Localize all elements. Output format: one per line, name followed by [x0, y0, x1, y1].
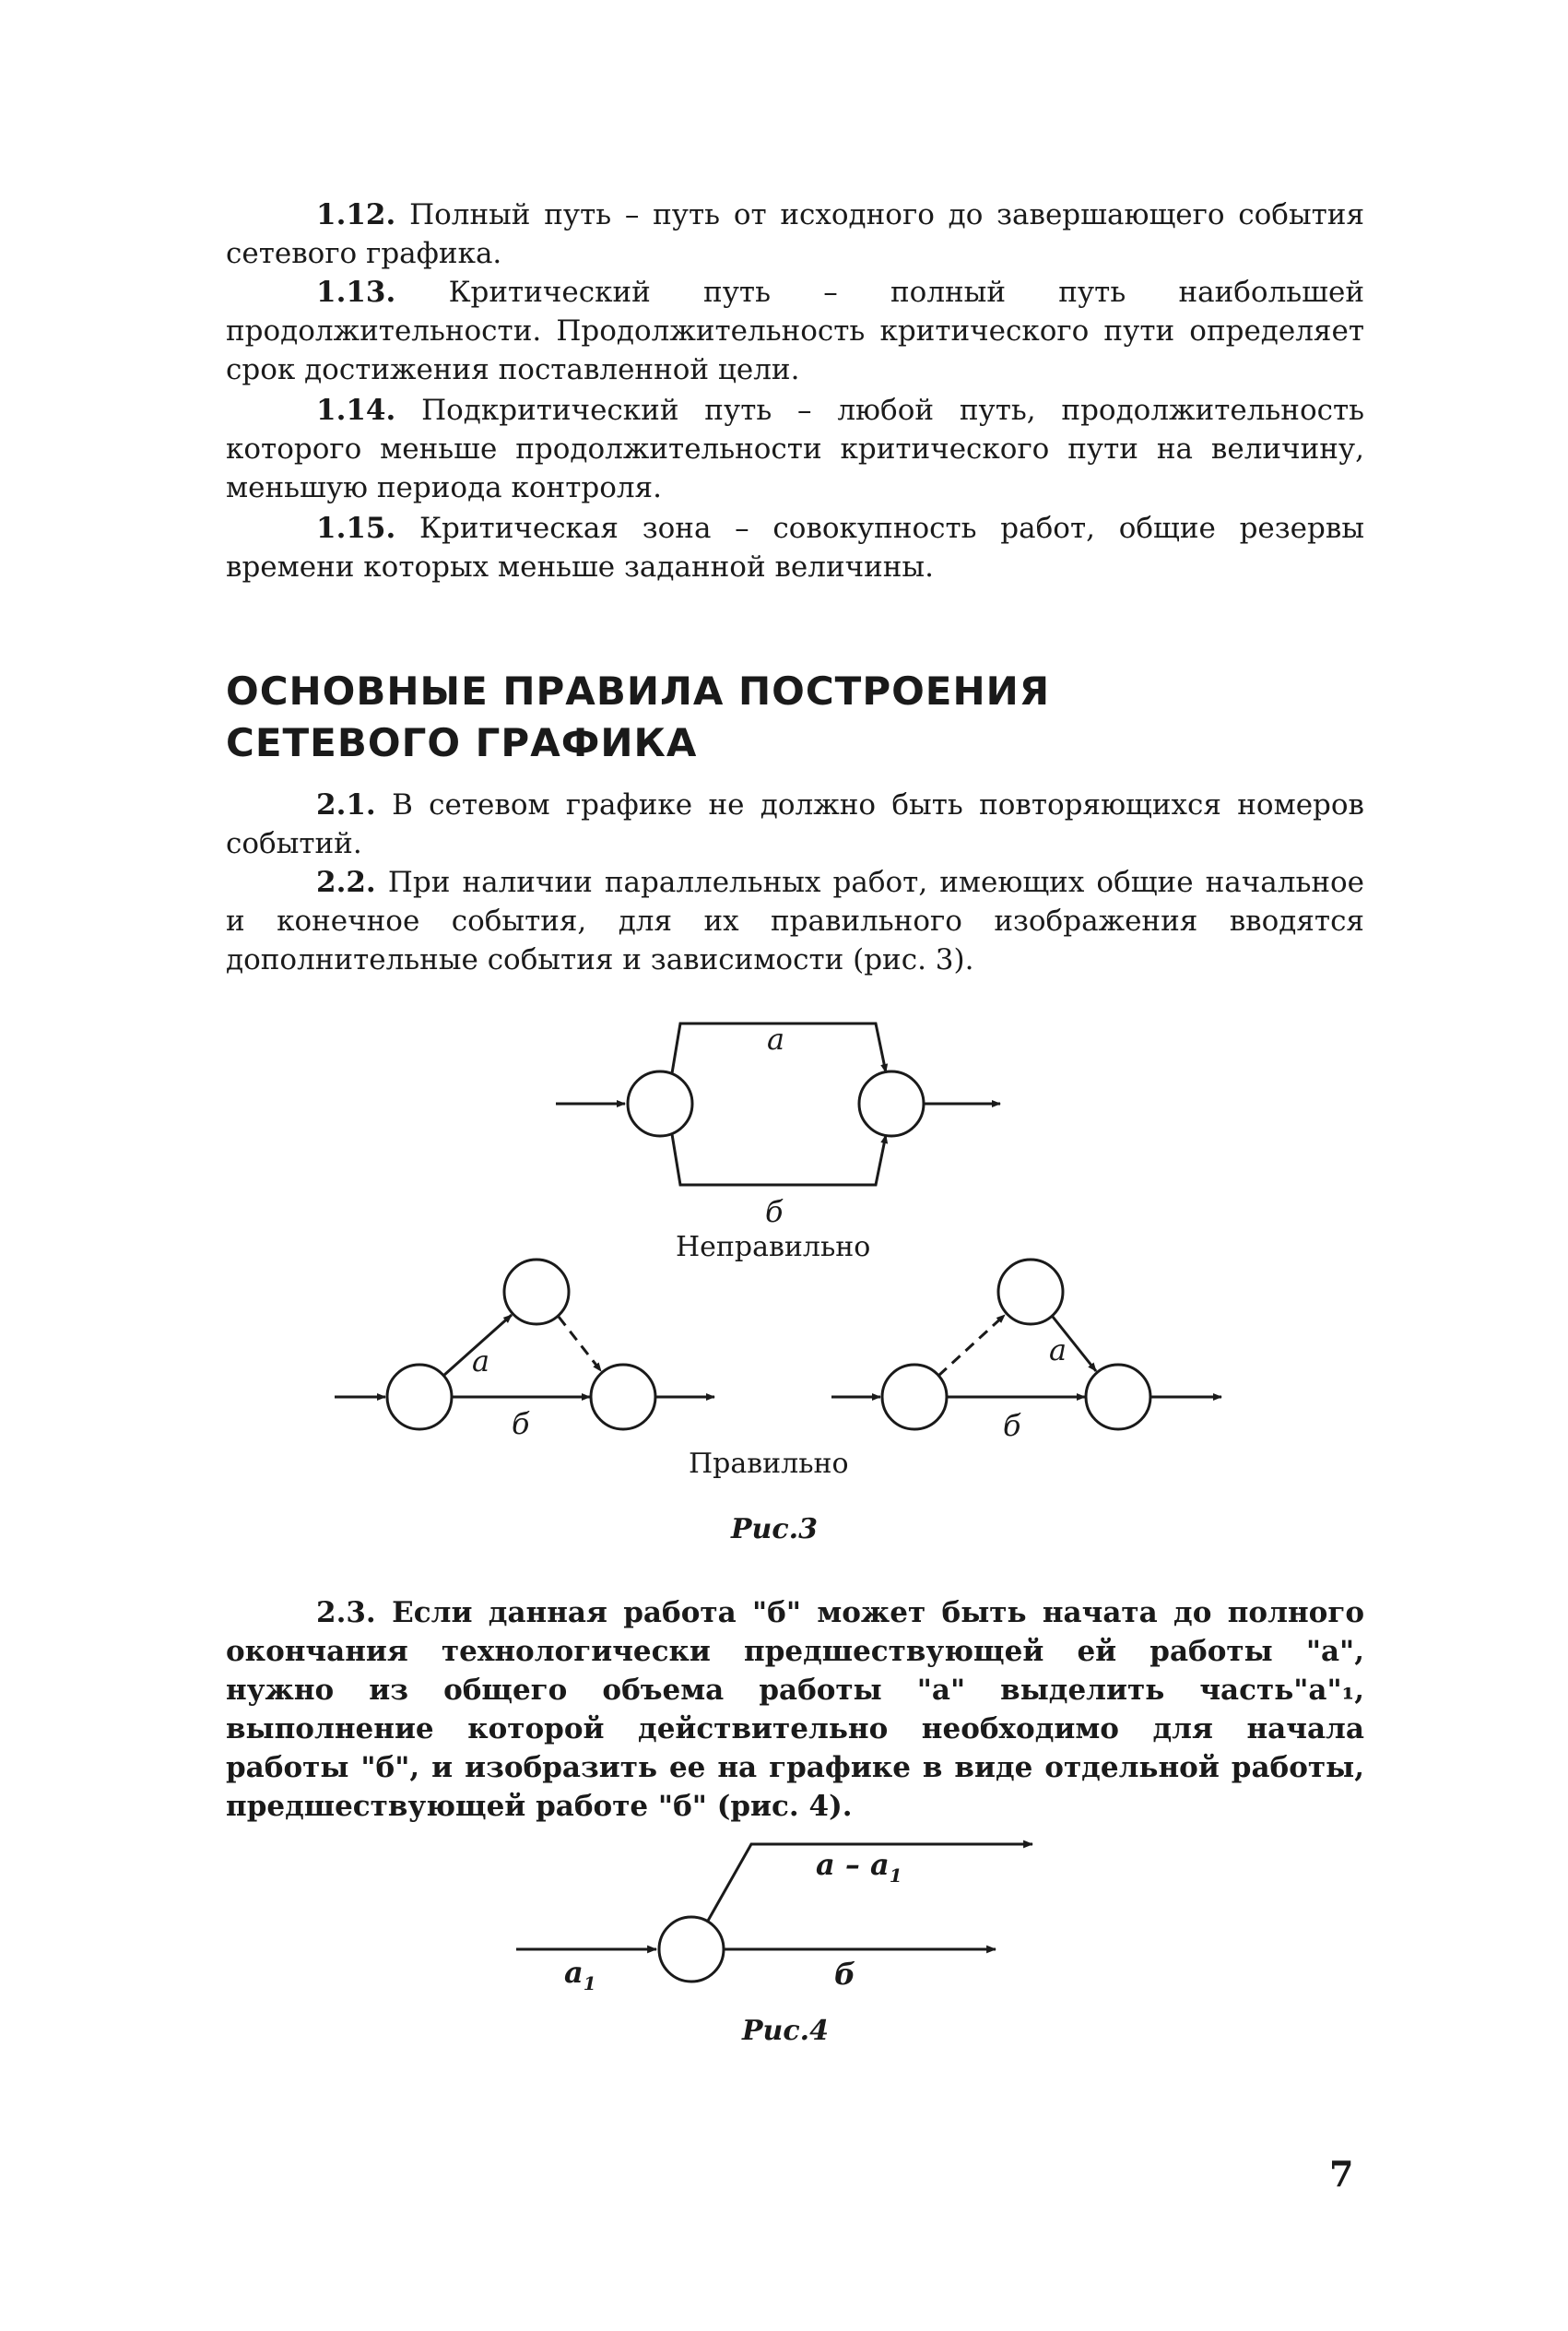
rule-2-2: [226, 863, 1364, 979]
fig3-incorrect-label-a: a: [767, 1022, 785, 1057]
event-node: [859, 1071, 924, 1136]
dummy-dependency: [938, 1315, 1005, 1376]
rule-label: 2.3.: [316, 1596, 376, 1629]
event-node: [591, 1365, 655, 1429]
paragraph-1-13: [226, 273, 1364, 389]
fig3-incorrect-caption: Неправильно: [676, 1231, 871, 1263]
paragraph-1-14: [226, 391, 1364, 507]
fig4-label-a-minus-a1: a – $a_1$: [816, 1847, 902, 1887]
event-node: [659, 1917, 724, 1982]
section-title: [226, 666, 1050, 769]
event-node: [1086, 1365, 1150, 1429]
paragraph-text: Критический путь – полный путь наибольшей продолжительности. Продолжительность критического пути определяет срок достижения поставленной цели.: [226, 276, 1364, 386]
rule-2-3: [226, 1593, 1364, 1826]
work-arrow-b: [672, 1134, 886, 1185]
rule-2-1: [226, 786, 1364, 863]
rule-text: При наличии параллельных работ, имеющих общие начальное и конечное события, для их правильного изображения вводятся дополнительные события и зависимости (рис. 3).: [226, 866, 1364, 976]
paragraph-label: 1.13.: [316, 276, 396, 309]
section-title-line-1: ОСНОВНЫЕ ПРАВИЛА ПОСТРОЕНИЯ: [226, 669, 1051, 714]
rule-label: 2.2.: [316, 866, 376, 899]
figure-4-caption: Рис.4: [742, 2015, 829, 2047]
fig3-correct-diagram-left: [335, 1260, 714, 1429]
event-node: [628, 1071, 692, 1136]
rule-text: Если данная работа "б" может быть начата до полного окончания технологически предшествующей ей работы "а", нужно из общего объема работы "а" выделить часть"а"₁, выполнение которой действительно необходимо для начала работы "б", и изобразить ее на графике в виде отдельной работы, предшествующей работе "б" (рис. 4).: [226, 1596, 1365, 1823]
paragraph-label: 1.14.: [316, 394, 396, 427]
fig3-right-label-a: a: [1049, 1332, 1067, 1367]
figure-4: [0, 1807, 1568, 2001]
fig4-label-a1: $a_1$: [564, 1955, 596, 1994]
rule-label: 2.1.: [316, 788, 376, 822]
paragraph-text: Полный путь – путь от исходного до завершающего события сетевого графика.: [226, 198, 1364, 270]
figure-3-caption: Рис.3: [731, 1513, 818, 1545]
fig3-incorrect-label-b: б: [765, 1194, 784, 1229]
event-node: [387, 1365, 452, 1429]
paragraph-text: Критическая зона – совокупность работ, общие резервы времени которых меньше заданной величины.: [226, 512, 1364, 584]
paragraph-1-12: [226, 195, 1364, 273]
fig3-correct-caption: Правильно: [689, 1448, 849, 1480]
event-node: [504, 1260, 569, 1324]
figure-3: [0, 996, 1568, 1568]
paragraph-1-15: [226, 509, 1364, 586]
event-node: [998, 1260, 1063, 1324]
fig3-correct-diagram-right: [831, 1260, 1221, 1429]
section-title-line-2: СЕТЕВОГО ГРАФИКА: [226, 720, 698, 765]
fig3-left-label-a: a: [472, 1343, 490, 1378]
paragraph-label: 1.15.: [316, 512, 396, 545]
paragraph-label: 1.12.: [316, 198, 396, 231]
fig3-right-label-b: б: [1003, 1408, 1021, 1443]
fig3-left-label-b: б: [512, 1406, 530, 1441]
rule-text: В сетевом графике не должно быть повторяющихся номеров событий.: [226, 788, 1365, 860]
dummy-dependency: [559, 1317, 601, 1371]
fig4-label-b: б: [834, 1957, 856, 1992]
paragraph-text: Подкритический путь – любой путь, продолжительность которого меньше продолжительности критического пути на величину, меньшую периода контроля.: [226, 394, 1364, 504]
page-number: 7: [1329, 2153, 1354, 2195]
event-node: [882, 1365, 947, 1429]
